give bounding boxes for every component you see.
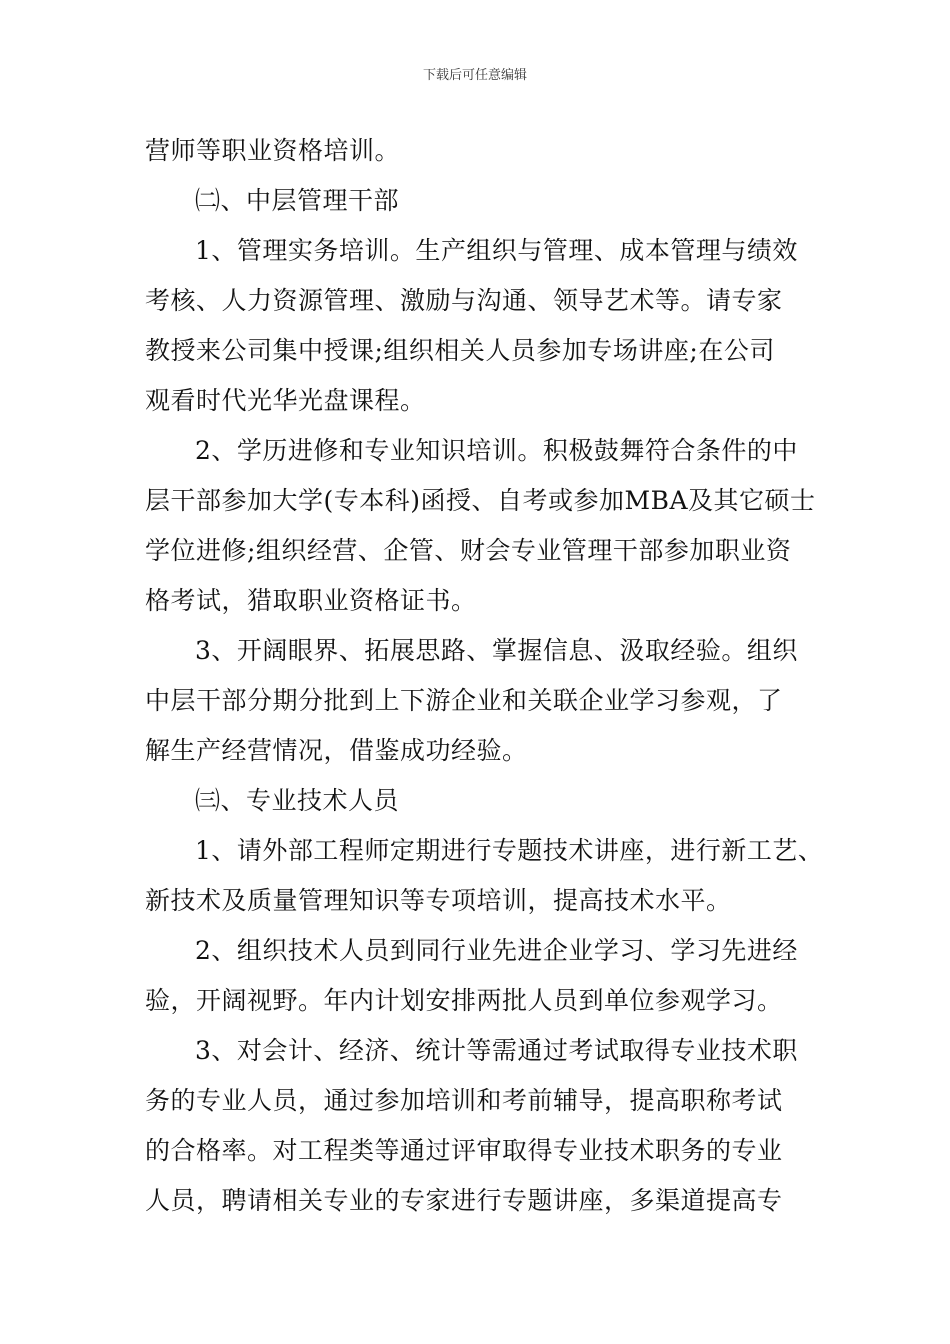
text-line: 务的专业人员，通过参加培训和考前辅导，提高职称考试: [145, 1086, 783, 1115]
text-line: 3、开阔眼界、拓展思路、掌握信息、汲取经验。组织: [195, 636, 798, 665]
text-line: 人员，聘请相关专业的专家进行专题讲座，多渠道提高专: [145, 1186, 783, 1215]
section-heading: ㈡、中层管理干部: [195, 186, 400, 215]
text-line: 1、请外部工程师定期进行专题技术讲座，进行新工艺、: [195, 836, 824, 865]
text-line: 教授来公司集中授课;组织相关人员参加专场讲座;在公司: [145, 336, 775, 365]
text-line: 3、对会计、经济、统计等需通过考试取得专业技术职: [195, 1036, 798, 1065]
document-body: [145, 126, 824, 1226]
text-line: 营师等职业资格培训。: [145, 136, 401, 165]
text-line: 验，开阔视野。年内计划安排两批人员到单位参观学习。: [145, 986, 783, 1015]
text-line: 2、组织技术人员到同行业先进企业学习、学习先进经: [195, 936, 798, 965]
text-line: 的合格率。对工程类等通过评审取得专业技术职务的专业: [145, 1136, 783, 1165]
section-heading: ㈢、专业技术人员: [195, 786, 400, 815]
text-line: 中层干部分期分批到上下游企业和关联企业学习参观，了: [145, 686, 783, 715]
text-line: 1、管理实务培训。生产组织与管理、成本管理与绩效: [195, 236, 798, 265]
text-line: 观看时代光华光盘课程。: [145, 386, 426, 415]
text-line: 2、学历进修和专业知识培训。积极鼓舞符合条件的中: [195, 436, 798, 465]
text-line: 解生产经营情况，借鉴成功经验。: [145, 736, 528, 765]
text-line: 新技术及质量管理知识等专项培训，提高技术水平。: [145, 886, 732, 915]
text-line: 格考试，猎取职业资格证书。: [145, 586, 477, 615]
text-line: 学位进修;组织经营、企管、财会专业管理干部参加职业资: [145, 536, 792, 565]
text-line: 层干部参加大学(专本科)函授、自考或参加MBA及其它硕士: [145, 486, 816, 515]
page-header-note: 下载后可任意编辑: [422, 68, 527, 83]
text-line: 考核、人力资源管理、激励与沟通、领导艺术等。请专家: [145, 286, 783, 315]
